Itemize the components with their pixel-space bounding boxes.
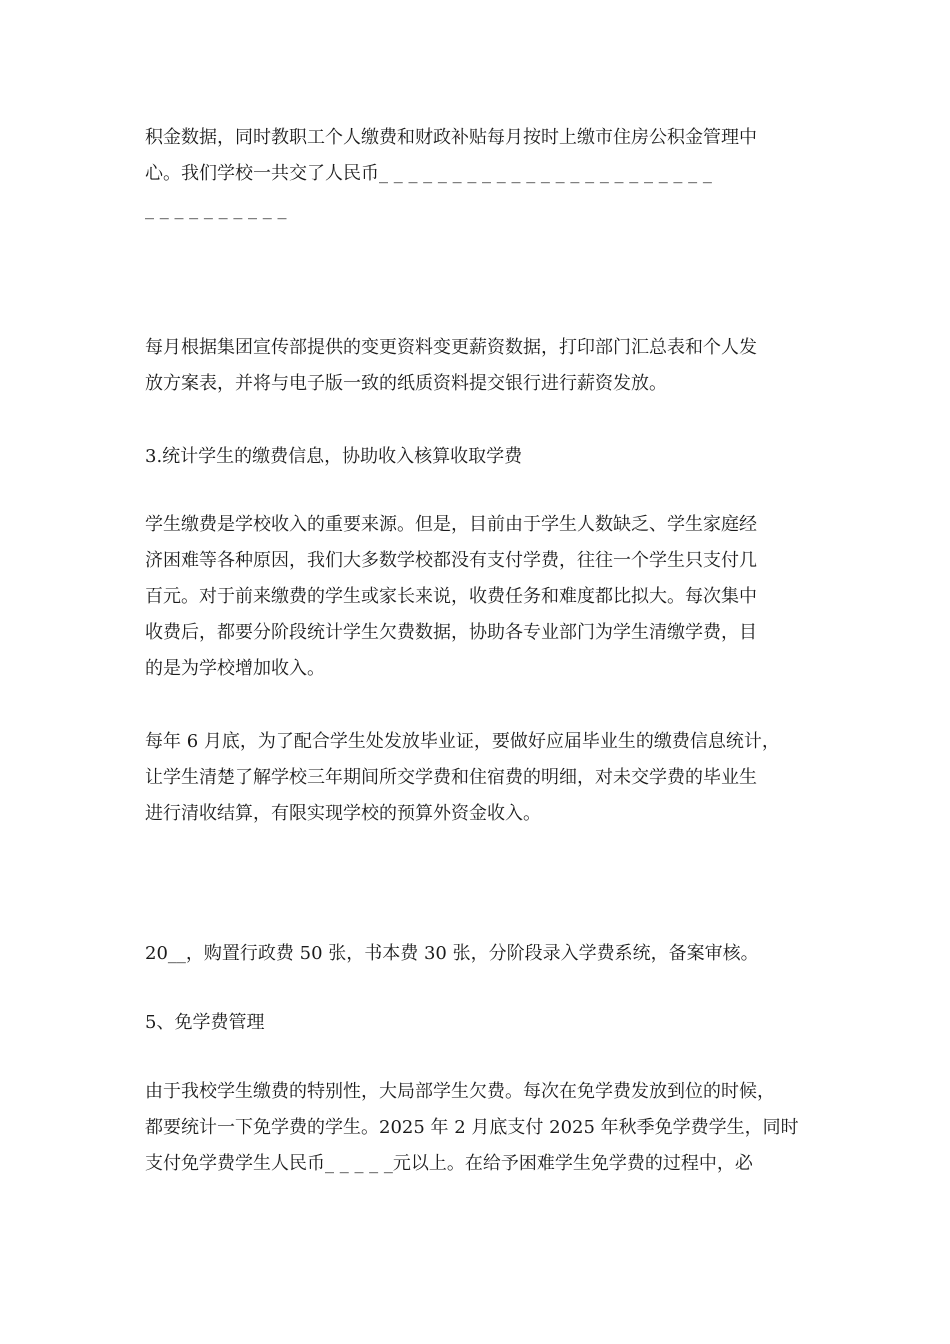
text-line: 让学生清楚了解学校三年期间所交学费和住宿费的明细，对未交学费的毕业生 bbox=[145, 767, 757, 788]
text-line: 济困难等各种原因，我们大多数学校都没有支付学费，往往一个学生只支付几 bbox=[145, 550, 757, 571]
paragraph-student-fees bbox=[145, 507, 815, 687]
text-line: 百元。对于前来缴费的学生或家长来说，收费任务和难度都比拟大。每次集中 bbox=[145, 586, 757, 607]
paragraph-tuition-exempt bbox=[145, 1074, 815, 1182]
text-line: 每年 6 月底，为了配合学生处发放毕业证，要做好应届毕业生的缴费信息统计， bbox=[145, 731, 780, 752]
text-line: 的是为学校增加收入。 bbox=[145, 658, 325, 679]
text-line: 每月根据集团宣传部提供的变更资料变更薪资数据，打印部门汇总表和个人发 bbox=[145, 337, 757, 358]
paragraph-graduates bbox=[145, 724, 815, 832]
text-line: 积金数据，同时教职工个人缴费和财政补贴每月按时上缴市住房公积金管理中 bbox=[145, 127, 757, 148]
section-heading-3 bbox=[145, 439, 815, 475]
heading-text: 3.统计学生的缴费信息，协助收入核算收取学费 bbox=[145, 446, 523, 467]
text-line: 由于我校学生缴费的特别性，大局部学生欠费。每次在免学费发放到位的时候， bbox=[145, 1081, 775, 1102]
text-line: _ _ _ _ _ _ _ _ _ _ bbox=[145, 199, 287, 220]
paragraph-salary bbox=[145, 330, 815, 402]
paragraph-purchase bbox=[145, 936, 815, 972]
text-line: 进行清收结算，有限实现学校的预算外资金收入。 bbox=[145, 803, 541, 824]
text-line: 收费后，都要分阶段统计学生欠费数据，协助各专业部门为学生清缴学费，目 bbox=[145, 622, 757, 643]
section-heading-5 bbox=[145, 1005, 815, 1041]
text-line: 心。我们学校一共交了人民币_ _ _ _ _ _ _ _ _ _ _ _ _ _ _ _ _ _ _ _ _ _ _ bbox=[145, 163, 712, 184]
text-line: 放方案表，并将与电子版一致的纸质资料提交银行进行薪资发放。 bbox=[145, 373, 667, 394]
paragraph-housing-fund bbox=[145, 120, 815, 228]
text-line: 学生缴费是学校收入的重要来源。但是，目前由于学生人数缺乏、学生家庭经 bbox=[145, 514, 757, 535]
text-line: 支付免学费学生人民币_ _ _ _ _元以上。在给予困难学生免学费的过程中，必 bbox=[145, 1153, 753, 1174]
text-line: 20__，购置行政费 50 张，书本费 30 张，分阶段录入学费系统，备案审核。 bbox=[145, 943, 759, 964]
text-line: 都要统计一下免学费的学生。2025 年 2 月底支付 2025 年秋季免学费学生，同时 bbox=[145, 1117, 799, 1138]
heading-text: 5、免学费管理 bbox=[145, 1012, 265, 1033]
